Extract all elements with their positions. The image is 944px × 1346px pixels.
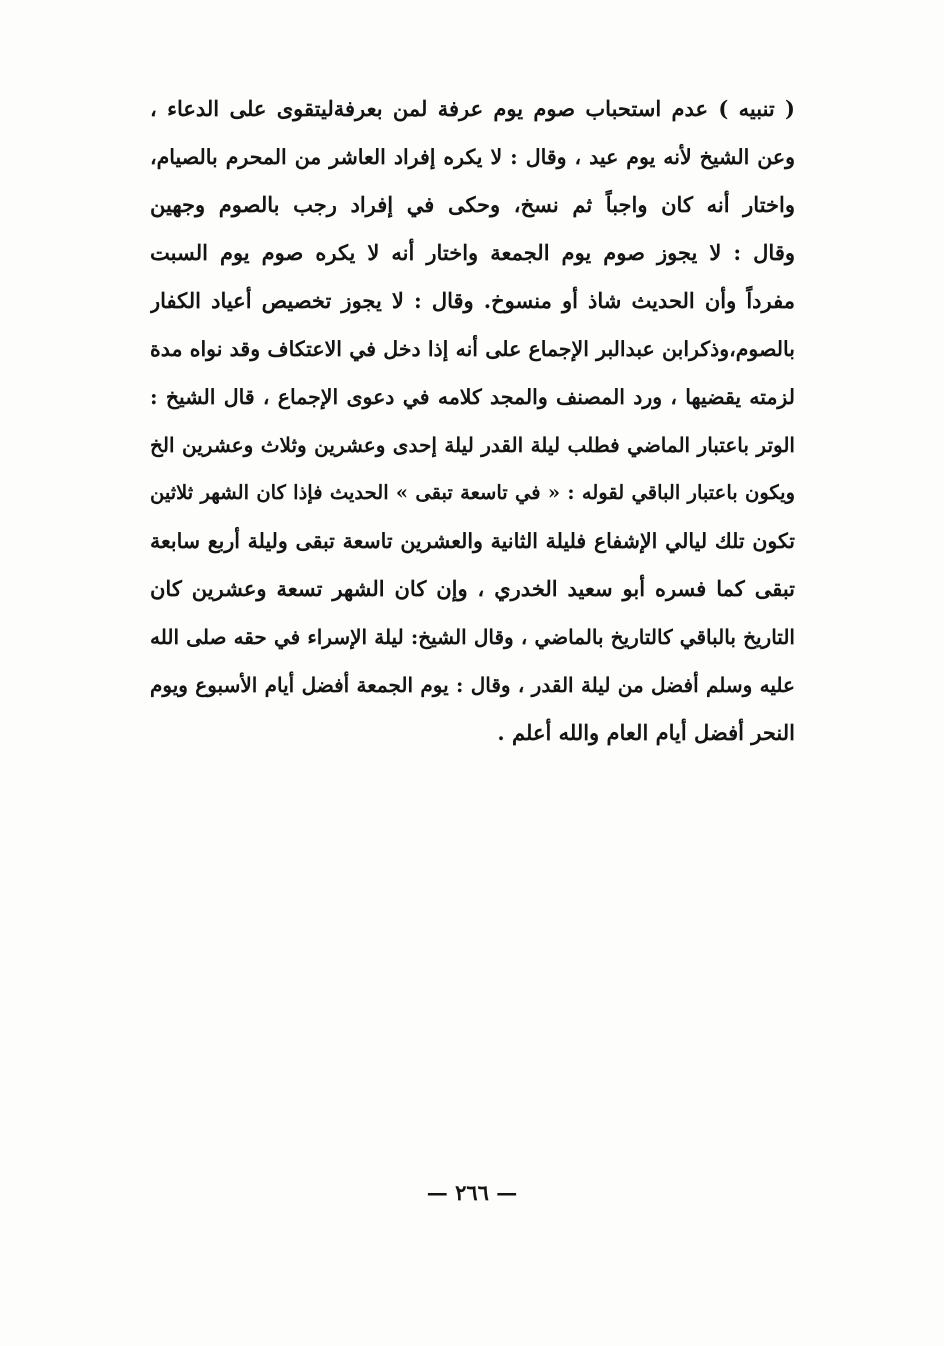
text-line: ( تنبيه ) عدم استحباب صوم يوم عرفة لمن بعرفةليتقوى على الدعاء ،: [150, 96, 795, 121]
text-line: لزمته يقضيها ، ورد المصنف والمجد كلامه في دعوى الإجماع ، قال الشيخ :: [150, 385, 795, 409]
text-line: التاريخ بالباقي كالتاريخ بالماضي ، وقال الشيخ: ليلة الإسراء في حقه صلى الله: [150, 625, 795, 649]
page-number: — ٢٦٦ —: [426, 1180, 518, 1205]
body-text: [150, 85, 795, 757]
text-line: وعن الشيخ لأنه يوم عيد ، وقال : لا يكره إفراد العاشر من المحرم بالصيام،: [150, 145, 795, 169]
text-line: ويكون باعتبار الباقي لقوله : « في تاسعة تبقى » الحديث فإذا كان الشهر ثلاثين: [150, 481, 795, 504]
text-line: تبقى كما فسره أبو سعيد الخدري ، وإن كان الشهر تسعة وعشرين كان: [150, 576, 795, 601]
text-line: واختار أنه كان واجباً ثم نسخ، وحكى في إفراد رجب بالصوم وجهين: [150, 192, 795, 217]
text-line: عليه وسلم أفضل من ليلة القدر ، وقال : يوم الجمعة أفضل أيام الأسبوع ويوم: [150, 673, 795, 697]
text-line-last: النحر أفضل أيام العام والله أعلم .: [497, 720, 795, 745]
text-line: تكون تلك ليالي الإشفاع فليلة الثانية والعشرين تاسعة تبقى وليلة أربع سابعة: [150, 529, 795, 553]
text-line: بالصوم،وذكرابن عبدالبر الإجماع على أنه إذا دخل في الاعتكاف وقد نواه مدة: [150, 337, 795, 361]
text-line: مفرداً وأن الحديث شاذ أو منسوخ. وقال : لا يجوز تخصيص أعياد الكفار: [150, 288, 795, 313]
text-line: وقال : لا يجوز صوم يوم الجمعة واختار أنه لا يكره صوم يوم السبت: [150, 240, 795, 265]
text-line: الوتر باعتبار الماضي فطلب ليلة القدر ليلة إحدى وعشرين وثلاث وعشرين الخ: [150, 433, 795, 457]
